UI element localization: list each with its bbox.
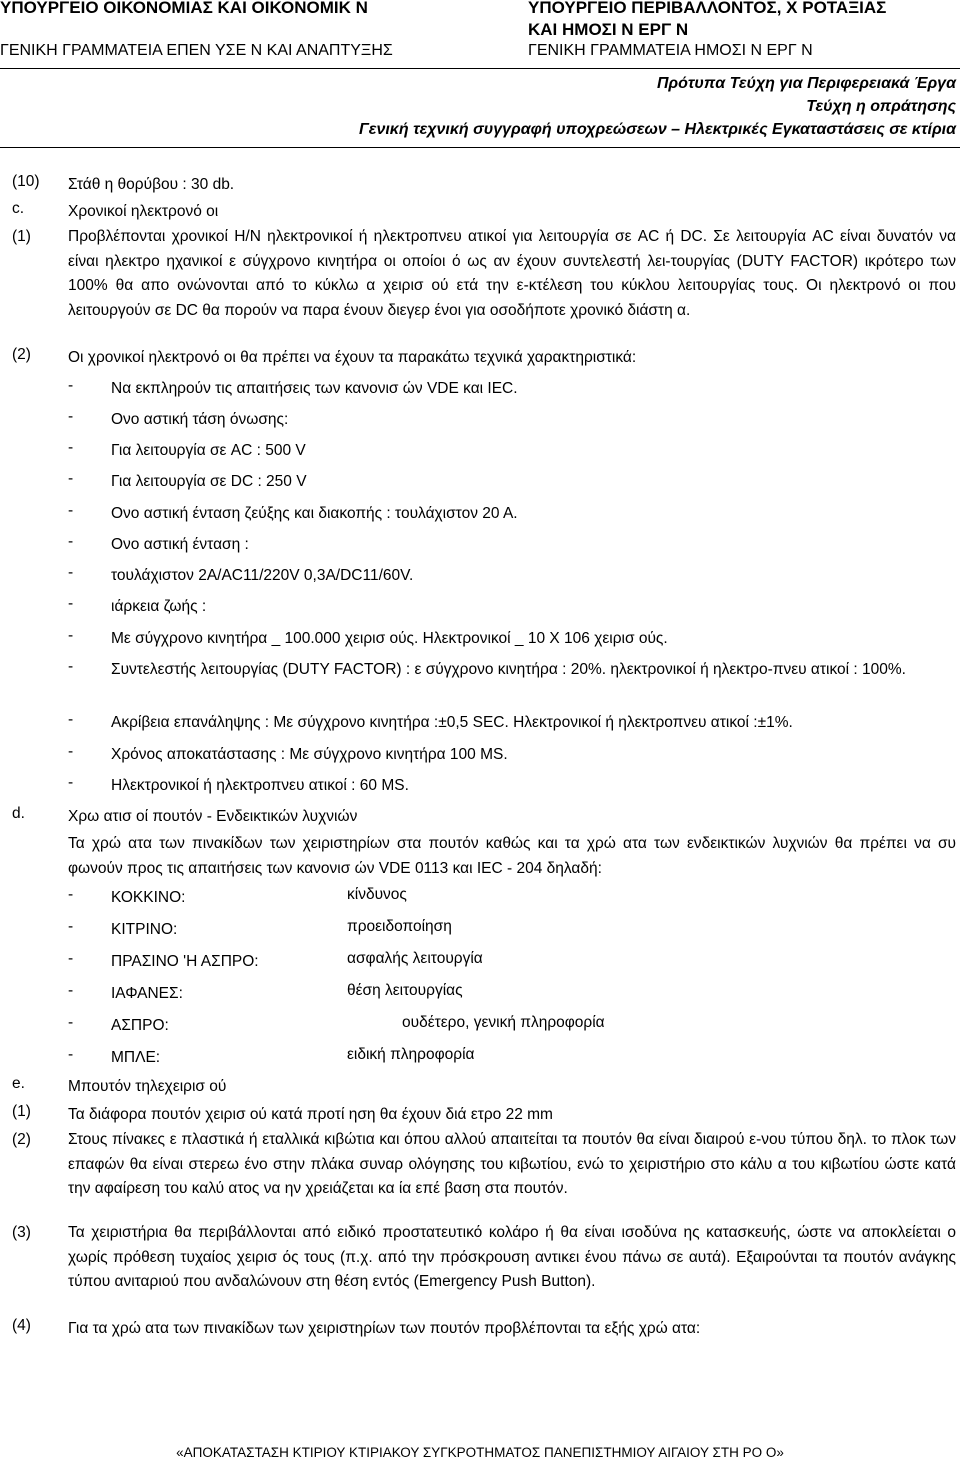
header-ministry-right-cont: ΚΑΙ ΗΜΟΣΙ Ν ΕΡΓ Ν [528, 20, 689, 39]
header-secretariat-left: ΓΕΝΙΚΗ ΓΡΑΜΜΑΤΕΙΑ ΕΠΕΝ ΥΣΕ Ν ΚΑΙ ΑΝΑΠΤΥΞΗΣ [0, 42, 393, 59]
header-subtitle-2: Τεύχη η οπράτησης [806, 98, 956, 115]
page-footer: «ΑΠΟΚΑΤΑΣΤΑΣΗ ΚΤΙΡΙΟΥ ΚΤΙΡΙΑΚΟΥ ΣΥΓΚΡΟΤΗΜΑΤΟΣ ΠΑΝΕΠΙΣΤΗΜΙΟΥ ΑΙΓΑΙΟΥ ΣΤΗ ΡΟ Ο» [176, 1445, 784, 1460]
header-ministry-right: ΥΠΟΥΡΓΕΙΟ ΠΕΡΙΒΑΛΛΟΝΤΟΣ, Χ ΡΟΤΑΞΙΑΣ [528, 0, 887, 17]
header-subtitle-1: Πρότυπα Τεύχη για Περιφερειακά Έργα [656, 75, 956, 92]
header-rule-top [0, 68, 960, 69]
header-secretariat-right: ΓΕΝΙΚΗ ΓΡΑΜΜΑΤΕΙΑ ΗΜΟΣΙ Ν ΕΡΓ Ν [528, 42, 813, 59]
header-subtitle-3: Γενική τεχνική συγγραφή υποχρεώσεων – Ηλεκτρικές Εγκαταστάσεις σε κτίρια [359, 121, 956, 138]
header-ministry-left: ΥΠΟΥΡΓΕΙΟ ΟΙΚΟΝΟΜΙΑΣ ΚΑΙ ΟΙΚΟΝΟΜΙΚ Ν [0, 0, 368, 17]
header-rule-bottom [0, 147, 960, 148]
